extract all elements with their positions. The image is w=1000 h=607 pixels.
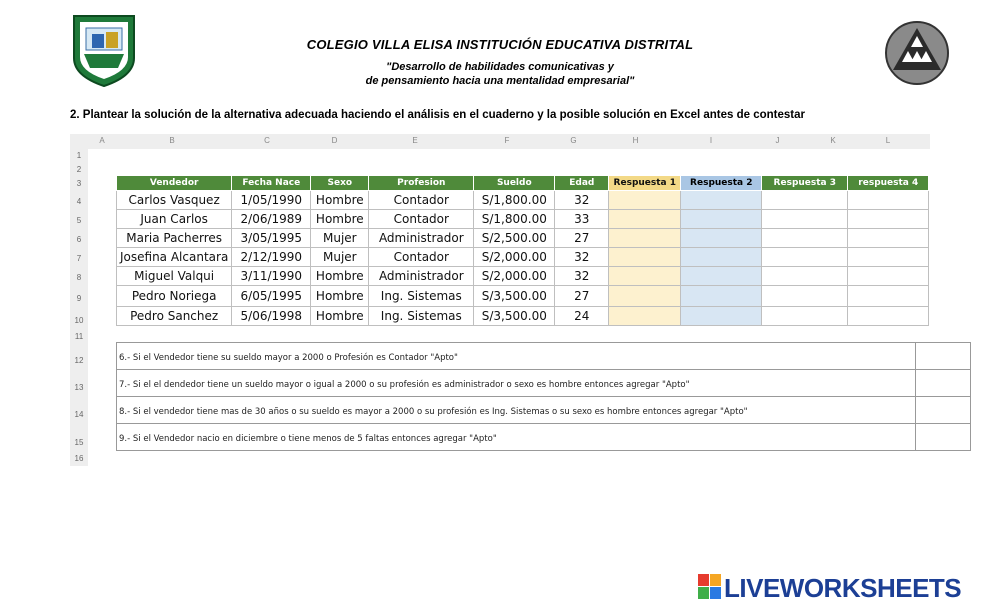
header-edad: Edad <box>555 176 609 191</box>
header-respuesta-2: Respuesta 2 <box>681 176 762 191</box>
question-6-answer-cell[interactable] <box>916 342 971 370</box>
header-respuesta-3: Respuesta 3 <box>762 176 848 191</box>
answer-cell-respuesta-3[interactable] <box>762 286 848 307</box>
col-letter-f: F <box>504 136 510 145</box>
answer-cell-respuesta-1[interactable] <box>609 286 681 307</box>
question-9-answer-cell[interactable] <box>916 423 971 451</box>
cell-profesion: Administrador <box>369 267 474 286</box>
header-sueldo: Sueldo <box>474 176 555 191</box>
cell-sueldo: S/1,800.00 <box>474 210 555 229</box>
instruction-text: 2. Plantear la solución de la alternativa adecuada haciendo el análisis en el cuaderno y la posible solución en Excel antes de contestar <box>70 109 805 121</box>
cell-vendedor: Miguel Valqui <box>117 267 232 286</box>
cell-edad: 32 <box>555 191 609 210</box>
table-row <box>117 307 929 326</box>
answer-cell-respuesta-1[interactable] <box>609 267 681 286</box>
col-letter-h: H <box>632 136 639 145</box>
answer-cell-respuesta-2[interactable] <box>681 191 762 210</box>
question-row <box>117 343 915 370</box>
header-sexo: Sexo <box>311 176 369 191</box>
answer-cell-respuesta-3[interactable] <box>762 229 848 248</box>
cell-profesion: Administrador <box>369 229 474 248</box>
question-row <box>117 397 915 424</box>
row-number: 2 <box>76 165 82 174</box>
cell-vendedor: Pedro Sanchez <box>117 307 232 326</box>
table-row <box>117 248 929 267</box>
questions-box <box>116 342 916 451</box>
motto-line-2: de pensamiento hacia una mentalidad empresarial" <box>365 75 635 87</box>
header-respuesta-4: respuesta 4 <box>848 176 929 191</box>
answer-cell-respuesta-3[interactable] <box>762 210 848 229</box>
answer-cell-respuesta-4[interactable] <box>848 210 929 229</box>
header-profesion: Profesion <box>369 176 474 191</box>
cell-sexo: Hombre <box>311 307 369 326</box>
row-number: 6 <box>76 235 82 244</box>
cell-fecha: 3/11/1990 <box>232 267 311 286</box>
cell-sexo: Hombre <box>311 210 369 229</box>
answer-cell-respuesta-4[interactable] <box>848 191 929 210</box>
answer-cell-respuesta-3[interactable] <box>762 307 848 326</box>
cell-edad: 27 <box>555 229 609 248</box>
row-number: 16 <box>74 454 84 463</box>
answer-cell-respuesta-1[interactable] <box>609 307 681 326</box>
row-number: 12 <box>74 356 84 365</box>
cell-sueldo: S/2,500.00 <box>474 229 555 248</box>
row-number: 14 <box>74 410 84 419</box>
liveworksheets-brand[interactable]: LIVEWORKSHEETS <box>724 573 962 603</box>
question-7-answer-cell[interactable] <box>916 369 971 397</box>
question-row <box>117 424 915 451</box>
answer-cell-respuesta-3[interactable] <box>762 248 848 267</box>
answer-cell-respuesta-3[interactable] <box>762 267 848 286</box>
cell-sueldo: S/3,500.00 <box>474 307 555 326</box>
answer-cell-respuesta-2[interactable] <box>681 248 762 267</box>
liveworksheets-icon <box>698 574 722 600</box>
cell-sexo: Hombre <box>311 191 369 210</box>
row-gutter <box>70 149 88 466</box>
row-number: 13 <box>74 383 84 392</box>
col-letter-e: E <box>412 136 418 145</box>
header-respuesta-1: Respuesta 1 <box>609 176 681 191</box>
cell-sueldo: S/3,500.00 <box>474 286 555 307</box>
question-8-text: 8.- Si el vendedor tiene mas de 30 años o su sueldo es mayor a 2000 o su profesión es Ing. Sistemas o su sexo es hombre entonces agregar "Apto" <box>119 407 748 417</box>
row-number: 7 <box>76 254 82 263</box>
question-row <box>117 370 915 397</box>
column-header-bar <box>70 134 930 149</box>
cell-sueldo: S/2,000.00 <box>474 267 555 286</box>
cell-vendedor: Maria Pacherres <box>117 229 232 248</box>
cell-sexo: Mujer <box>311 248 369 267</box>
spreadsheet <box>70 134 930 466</box>
row-number: 9 <box>76 294 82 303</box>
answer-cell-respuesta-2[interactable] <box>681 307 762 326</box>
col-letter-l: L <box>885 136 891 145</box>
row-number: 4 <box>76 197 82 206</box>
answer-cell-respuesta-3[interactable] <box>762 191 848 210</box>
table-row <box>117 267 929 286</box>
question-8-answer-cell[interactable] <box>916 396 971 424</box>
answer-cell-respuesta-4[interactable] <box>848 307 929 326</box>
cell-edad: 33 <box>555 210 609 229</box>
answer-cell-respuesta-4[interactable] <box>848 286 929 307</box>
answer-cell-respuesta-1[interactable] <box>609 191 681 210</box>
answer-cell-respuesta-2[interactable] <box>681 210 762 229</box>
cell-profesion: Ing. Sistemas <box>369 286 474 307</box>
cell-fecha: 6/05/1995 <box>232 286 311 307</box>
cell-profesion: Contador <box>369 210 474 229</box>
table-row <box>117 229 929 248</box>
row-number: 5 <box>76 216 82 225</box>
school-title: COLEGIO VILLA ELISA INSTITUCIÓN EDUCATIVA DISTRITAL <box>306 37 694 52</box>
cell-fecha: 2/12/1990 <box>232 248 311 267</box>
col-letter-a: A <box>99 136 105 145</box>
question-7-text: 7.- Si el el dendedor tiene un sueldo mayor o igual a 2000 o su profesión es administrador o sexo es hombre entonces agregar "Apto" <box>119 380 690 390</box>
answer-cell-respuesta-1[interactable] <box>609 229 681 248</box>
answer-cell-respuesta-1[interactable] <box>609 248 681 267</box>
cell-sexo: Hombre <box>311 286 369 307</box>
cell-edad: 24 <box>555 307 609 326</box>
cell-sueldo: S/2,000.00 <box>474 248 555 267</box>
answer-cell-respuesta-1[interactable] <box>609 210 681 229</box>
cell-edad: 27 <box>555 286 609 307</box>
header-vendedor: Vendedor <box>117 176 232 191</box>
cell-vendedor: Pedro Noriega <box>117 286 232 307</box>
cell-vendedor: Juan Carlos <box>117 210 232 229</box>
row-number: 11 <box>74 332 84 341</box>
sales-table <box>116 175 929 326</box>
answer-cell-respuesta-2[interactable] <box>681 229 762 248</box>
question-6-text: 6.- Si el Vendedor tiene su sueldo mayor a 2000 o Profesión es Contador "Apto" <box>119 353 458 363</box>
question-9-text: 9.- Si el Vendedor nacio en diciembre o tiene menos de 5 faltas entonces agregar "Apto" <box>119 434 497 444</box>
cell-profesion: Contador <box>369 191 474 210</box>
table-row <box>117 191 929 210</box>
row-number: 15 <box>74 438 84 447</box>
answer-cell-respuesta-4[interactable] <box>848 267 929 286</box>
cell-vendedor: Carlos Vasquez <box>117 191 232 210</box>
answer-cell-respuesta-2[interactable] <box>681 286 762 307</box>
row-number: 8 <box>76 273 82 282</box>
school-motto <box>0 60 1000 88</box>
col-letter-i: I <box>709 136 713 145</box>
cell-profesion: Ing. Sistemas <box>369 307 474 326</box>
cell-sueldo: S/1,800.00 <box>474 191 555 210</box>
col-letter-b: B <box>169 136 175 145</box>
table-header-row <box>117 176 929 191</box>
cell-sexo: Mujer <box>311 229 369 248</box>
cell-fecha: 5/06/1998 <box>232 307 311 326</box>
answer-cell-respuesta-2[interactable] <box>681 267 762 286</box>
col-letter-c: C <box>264 136 270 145</box>
table-row <box>117 286 929 307</box>
answer-cell-respuesta-4[interactable] <box>848 248 929 267</box>
row-number: 3 <box>76 179 82 188</box>
cell-fecha: 3/05/1995 <box>232 229 311 248</box>
cell-edad: 32 <box>555 267 609 286</box>
row-number: 1 <box>76 151 82 160</box>
cell-edad: 32 <box>555 248 609 267</box>
col-letter-k: K <box>830 136 836 145</box>
cell-profesion: Contador <box>369 248 474 267</box>
col-letter-g: G <box>570 136 577 145</box>
header-fecha-nace: Fecha Nace <box>232 176 311 191</box>
motto-line-1: "Desarrollo de habilidades comunicativas y <box>386 61 614 73</box>
col-letter-j: J <box>775 136 780 145</box>
table-row <box>117 210 929 229</box>
answer-cell-respuesta-4[interactable] <box>848 229 929 248</box>
cell-fecha: 1/05/1990 <box>232 191 311 210</box>
col-letter-d: D <box>331 136 338 145</box>
cell-vendedor: Josefina Alcantara <box>117 248 232 267</box>
cell-sexo: Hombre <box>311 267 369 286</box>
row-number: 10 <box>74 316 84 325</box>
cell-fecha: 2/06/1989 <box>232 210 311 229</box>
